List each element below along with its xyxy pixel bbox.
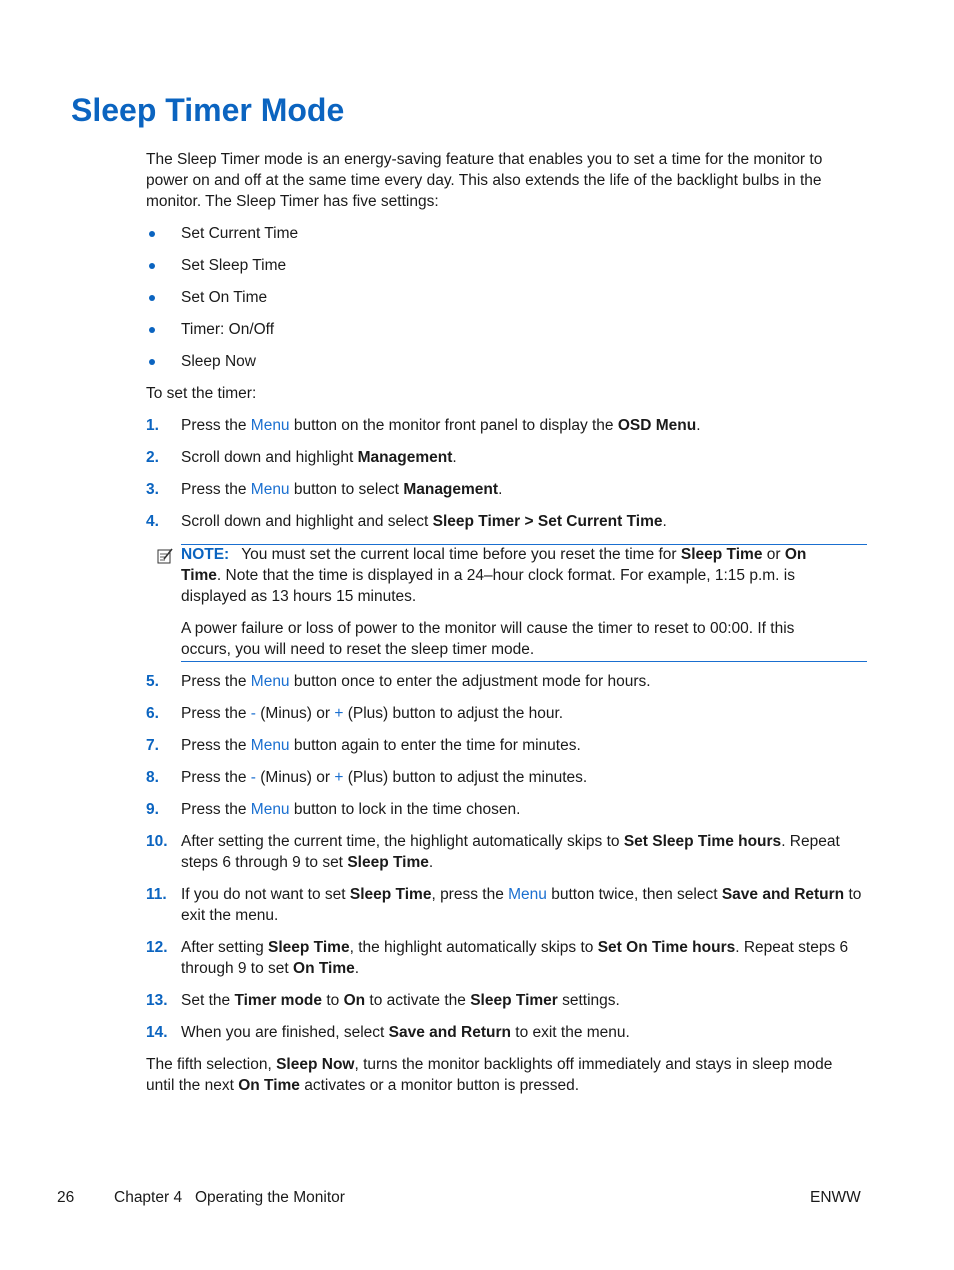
note-pencil-icon bbox=[156, 547, 174, 565]
bold-term: Sleep Time bbox=[347, 854, 429, 871]
step-item bbox=[146, 799, 868, 820]
page-title: Sleep Timer Mode bbox=[71, 92, 345, 128]
setting-label: Timer: On/Off bbox=[181, 321, 275, 338]
step-number: 14. bbox=[146, 1024, 168, 1041]
list-item bbox=[146, 223, 868, 244]
step-text: Press the Menu button on the monitor front panel to display the OSD Menu. bbox=[181, 417, 701, 434]
bold-term: On Time bbox=[238, 1077, 300, 1094]
step-item bbox=[146, 990, 868, 1011]
step-number: 9. bbox=[146, 801, 159, 818]
step-item bbox=[146, 831, 868, 873]
step-item bbox=[146, 479, 868, 500]
step-number: 10. bbox=[146, 833, 168, 850]
button-name: Menu bbox=[250, 737, 290, 754]
list-item bbox=[146, 351, 868, 372]
note-text: You must set the current local time before you reset the time for Sleep Time or On Time. Note that the time is displayed in a 24–hour clock format. For example, 1:15 p.m. is displayed as 13 hours 15 minutes. bbox=[181, 546, 807, 605]
closing-paragraph: The fifth selection, Sleep Now, turns the monitor backlights off immediately and stays in sleep mode until the next On Time activates or a monitor button is pressed. bbox=[146, 1056, 833, 1094]
note-content bbox=[181, 544, 831, 660]
step-text: Set the Timer mode to On to activate the Sleep Timer settings. bbox=[181, 992, 620, 1009]
bold-term: Save and Return bbox=[721, 886, 845, 903]
step-item bbox=[146, 415, 868, 436]
bold-term: Save and Return bbox=[388, 1024, 511, 1041]
intro-paragraph: The Sleep Timer mode is an energy-saving feature that enables you to set a time for the monitor to power on and off at the same time every day. This also extends the life of the backlight bulbs in the monitor. The Sleep Timer has five settings: bbox=[146, 151, 823, 210]
step-item bbox=[146, 703, 868, 724]
bold-term: Set On Time hours bbox=[597, 939, 736, 956]
button-name: Menu bbox=[250, 801, 290, 818]
bullet-icon bbox=[149, 327, 155, 333]
step-item bbox=[146, 767, 868, 788]
bold-term: Sleep Now bbox=[276, 1056, 355, 1073]
note-paragraph bbox=[181, 544, 831, 607]
button-name: Menu bbox=[250, 481, 290, 498]
setting-label: Set Current Time bbox=[181, 225, 299, 242]
step-text: Press the - (Minus) or + (Plus) button to adjust the minutes. bbox=[181, 769, 588, 786]
bold-term: Timer mode bbox=[234, 992, 323, 1009]
bold-term: On bbox=[343, 992, 366, 1009]
step-text: Press the Menu button again to enter the time for minutes. bbox=[181, 737, 581, 754]
bold-term: Sleep Time bbox=[680, 546, 763, 563]
step-text: When you are finished, select Save and Return to exit the menu. bbox=[181, 1024, 630, 1041]
bullet-icon bbox=[149, 263, 155, 269]
bold-term: OSD Menu bbox=[617, 417, 697, 434]
button-name: + bbox=[334, 769, 344, 786]
step-number: 13. bbox=[146, 992, 168, 1009]
step-text: Press the Menu button once to enter the adjustment mode for hours. bbox=[181, 673, 651, 690]
step-item bbox=[146, 447, 868, 468]
bold-term: Sleep Time bbox=[268, 939, 350, 956]
step-number: 7. bbox=[146, 737, 159, 754]
list-item bbox=[146, 319, 868, 340]
step-number: 8. bbox=[146, 769, 159, 786]
step-item bbox=[146, 735, 868, 756]
step-item bbox=[146, 1022, 868, 1043]
list-item bbox=[146, 255, 868, 276]
step-item bbox=[146, 884, 868, 926]
step-text: Press the Menu button to lock in the time chosen. bbox=[181, 801, 521, 818]
chapter-title: Chapter 4 Operating the Monitor bbox=[114, 1189, 345, 1206]
button-name: Menu bbox=[508, 886, 547, 903]
step-item bbox=[146, 671, 868, 692]
bullet-icon bbox=[149, 231, 155, 237]
step-number: 2. bbox=[146, 449, 159, 466]
step-number: 4. bbox=[146, 513, 159, 530]
step-number: 3. bbox=[146, 481, 159, 498]
step-text: Press the Menu button to select Management. bbox=[181, 481, 503, 498]
setting-label: Set Sleep Time bbox=[181, 257, 287, 274]
bold-term: On Time bbox=[181, 546, 807, 584]
page-number: 26 bbox=[57, 1189, 75, 1206]
step-text: If you do not want to set Sleep Time, press the Menu button twice, then select Save and Return to exit the menu. bbox=[181, 886, 862, 924]
list-item bbox=[146, 287, 868, 308]
button-name: + bbox=[334, 705, 344, 722]
bold-term: Set Sleep Time hours bbox=[623, 833, 782, 850]
bold-term: Management bbox=[403, 481, 499, 498]
step-text: Press the - (Minus) or + (Plus) button to adjust the hour. bbox=[181, 705, 564, 722]
step-text: After setting Sleep Time, the highlight automatically skips to Set On Time hours. Repeat steps 6 through 9 to set On Time. bbox=[181, 939, 849, 977]
button-name: - bbox=[250, 705, 256, 722]
setting-label: Set On Time bbox=[181, 289, 268, 306]
bullet-icon bbox=[149, 295, 155, 301]
setting-label: Sleep Now bbox=[181, 353, 256, 370]
bold-term: Management bbox=[357, 449, 453, 466]
button-name: - bbox=[250, 769, 256, 786]
bold-term: Sleep Timer bbox=[470, 992, 558, 1009]
step-item bbox=[146, 937, 868, 979]
step-text: Scroll down and highlight Management. bbox=[181, 449, 457, 466]
note-label: NOTE: bbox=[181, 546, 230, 563]
step-text: Scroll down and highlight and select Sleep Timer > Set Current Time. bbox=[181, 513, 667, 530]
step-number: 5. bbox=[146, 673, 159, 690]
step-text: After setting the current time, the highlight automatically skips to Set Sleep Time hours. Repeat steps 6 through 9 to set Sleep Time. bbox=[181, 833, 840, 871]
button-name: Menu bbox=[250, 673, 290, 690]
bold-term: On Time bbox=[293, 960, 355, 977]
step-number: 1. bbox=[146, 417, 159, 434]
step-number: 11. bbox=[146, 886, 167, 903]
set-timer-label: To set the timer: bbox=[146, 385, 257, 402]
doc-code: ENWW bbox=[810, 1189, 861, 1206]
bullet-icon bbox=[149, 359, 155, 365]
button-name: Menu bbox=[250, 417, 290, 434]
bold-term: Sleep Time bbox=[349, 886, 432, 903]
step-item bbox=[146, 511, 868, 532]
bold-term: Sleep Timer > Set Current Time bbox=[432, 513, 663, 530]
step-number: 12. bbox=[146, 939, 168, 956]
note-paragraph-2: A power failure or loss of power to the monitor will cause the timer to reset to 00:00. If this occurs, you will need to reset the sleep timer mode. bbox=[181, 620, 795, 658]
step-number: 6. bbox=[146, 705, 159, 722]
